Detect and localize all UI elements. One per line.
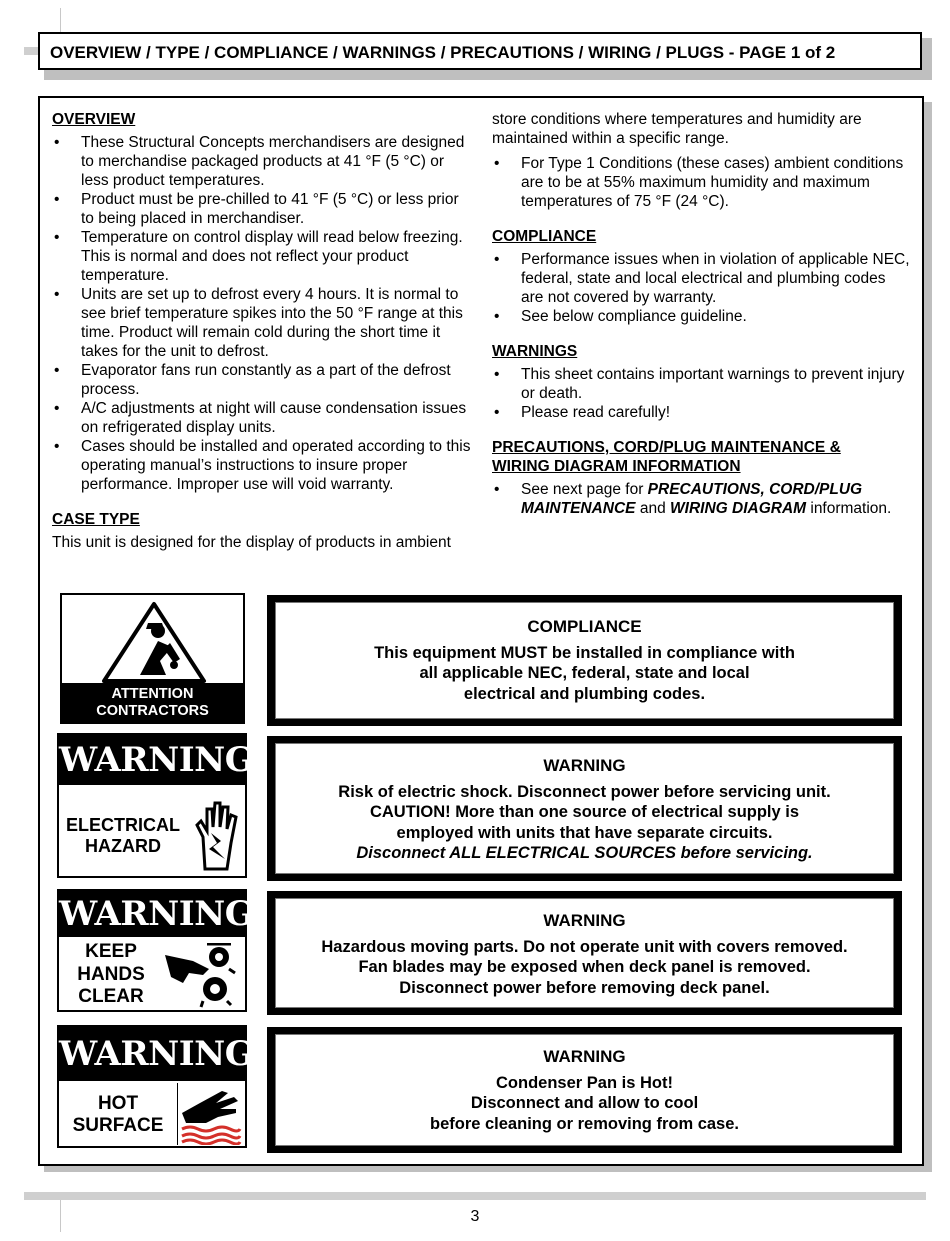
electric-message-box bbox=[267, 736, 902, 881]
hot-line1: HOT bbox=[97, 1093, 139, 1114]
moving-parts-message bbox=[275, 898, 894, 1008]
moving-parts-message-line: Fan blades may be exposed when deck panel is removed. bbox=[358, 958, 811, 976]
case-type-text: This unit is designed for the display of products in ambient bbox=[52, 534, 451, 551]
hands-line3: CLEAR bbox=[78, 986, 144, 1007]
compliance-item: • See below compliance guideline. bbox=[492, 307, 912, 326]
compliance-message-line: electrical and plumbing codes. bbox=[463, 684, 706, 703]
hot-surface-message-line: before cleaning or removing from case. bbox=[429, 1114, 739, 1133]
electric-message-line: CAUTION! More than one source of electrical supply is bbox=[369, 803, 800, 821]
hot-surface-message-box bbox=[267, 1027, 902, 1153]
moving-parts-message-title: WARNING bbox=[543, 911, 626, 930]
attention-line2: CONTRACTORS bbox=[96, 703, 209, 719]
electric-message-line: Risk of electric shock. Disconnect power before servicing unit. bbox=[338, 782, 831, 801]
hands-warning-head: WARNING bbox=[59, 891, 245, 937]
moving-parts-message-line: Disconnect power before removing deck panel. bbox=[399, 978, 770, 997]
hot-line2: SURFACE bbox=[72, 1115, 164, 1136]
overview-item: • A/C adjustments at night will cause condensation issues on refrigerated display units. bbox=[52, 399, 472, 437]
compliance-message-line: all applicable NEC, federal, state and local bbox=[419, 664, 750, 682]
precautions-item-bold2: WIRING DIAGRAM bbox=[670, 500, 807, 517]
hands-line1: KEEP bbox=[85, 941, 137, 962]
precautions-item-pre: See next page for bbox=[521, 481, 648, 498]
compliance-message-box bbox=[267, 595, 902, 726]
electric-message-title: WARNING bbox=[543, 756, 626, 775]
overview-item: • Temperature on control display will read below freezing. This is normal and does not reflect your product temperature. bbox=[52, 228, 472, 285]
attention-contractors-sign bbox=[60, 593, 245, 724]
hot-warning-head: WARNING bbox=[59, 1027, 245, 1081]
hot-surface-message bbox=[275, 1034, 894, 1146]
hot-surface-message-line: Condenser Pan is Hot! bbox=[496, 1073, 673, 1092]
overview-item: • Product must be pre-chilled to 41 °F (5 °C) or less prior to being placed in merchandiser. bbox=[52, 190, 472, 228]
compliance-message bbox=[275, 602, 894, 719]
electric-message-line: employed with units that have separate circuits. bbox=[396, 823, 773, 842]
hand-gears-icon bbox=[163, 943, 241, 1009]
hands-line2: HANDS bbox=[77, 963, 145, 985]
precautions-item-mid: and bbox=[635, 500, 671, 517]
overview-item: • Units are set up to defrost every 4 hours. It is normal to see brief temperature spikes into the 50 °F range at this time. Product will remain cold during the short time it takes for the unit to defrost. bbox=[52, 285, 472, 361]
case-type-item: • For Type 1 Conditions (these cases) ambient conditions are to be at 55% maximum humidity and maximum temperatures of 75 °F (24 °C). bbox=[492, 154, 912, 211]
page-title: OVERVIEW / TYPE / COMPLIANCE / WARNINGS / PRECAUTIONS / WIRING / PLUGS - PAGE 1 of 2 bbox=[38, 32, 922, 70]
warnings-item: • Please read carefully! bbox=[492, 403, 912, 422]
overview-item: • These Structural Concepts merchandisers are designed to merchandise packaged products at 41 °F (5 °C) or less product temperatures. bbox=[52, 133, 472, 190]
precautions-item bbox=[492, 480, 912, 518]
page-number: 3 bbox=[470, 1208, 480, 1225]
electrical-line2: HAZARD bbox=[85, 836, 161, 856]
attention-line1: ATTENTION bbox=[111, 686, 194, 702]
warnings-title: WARNINGS bbox=[492, 343, 578, 360]
precautions-item-bold1: PRECAUTIONS, CORD/PLUG MAINTENANCE bbox=[521, 481, 863, 517]
bottom-rule bbox=[24, 1192, 926, 1200]
case-type-title: CASE TYPE bbox=[52, 511, 140, 528]
electric-hand-icon bbox=[191, 797, 241, 871]
compliance-item: • Performance issues when in violation of applicable NEC, federal, state and local electrical and plumbing codes are not covered by warranty. bbox=[492, 250, 912, 307]
overview-title: OVERVIEW bbox=[52, 111, 136, 128]
warnings-item: • This sheet contains important warnings to prevent injury or death. bbox=[492, 365, 912, 403]
precautions-title-2: WIRING DIAGRAM INFORMATION bbox=[492, 458, 741, 475]
hot-surface-message-title: WARNING bbox=[543, 1047, 626, 1066]
compliance-message-title: COMPLIANCE bbox=[527, 617, 642, 636]
overview-item: • Cases should be installed and operated according to this operating manual’s instructions to insure proper performance. Improper use will void warranty. bbox=[52, 437, 472, 494]
compliance-message-line: This equipment MUST be installed in compliance with bbox=[374, 643, 795, 662]
right-column bbox=[492, 110, 912, 518]
compliance-title: COMPLIANCE bbox=[492, 228, 597, 245]
moving-parts-message-line: Hazardous moving parts. Do not operate unit with covers removed. bbox=[321, 937, 848, 956]
keep-hands-clear-sign bbox=[57, 889, 254, 1012]
warnings-list bbox=[492, 365, 912, 422]
electrical-line1: ELECTRICAL bbox=[66, 815, 180, 835]
attention-banner bbox=[62, 683, 243, 722]
left-column bbox=[52, 110, 472, 552]
hands-label bbox=[63, 941, 159, 1009]
electrical-hazard-sign bbox=[57, 733, 254, 878]
case-type-list bbox=[492, 154, 912, 211]
compliance-list bbox=[492, 250, 912, 326]
hand-heat-icon bbox=[177, 1083, 244, 1145]
overview-item: • Evaporator fans run constantly as a part of the defrost process. bbox=[52, 361, 472, 399]
precautions-list bbox=[492, 480, 912, 518]
precautions-title-1: PRECAUTIONS, CORD/PLUG MAINTENANCE & bbox=[492, 439, 841, 456]
hot-surface-sign bbox=[57, 1025, 254, 1148]
worker-hazard-icon bbox=[100, 601, 208, 685]
hot-label bbox=[63, 1093, 173, 1137]
electric-message-italic: Disconnect ALL ELECTRICAL SOURCES before servicing. bbox=[356, 844, 813, 862]
case-type-text-cont: store conditions where temperatures and humidity are maintained within a specific range. bbox=[492, 111, 862, 147]
precautions-item-post: information. bbox=[806, 500, 892, 517]
electric-message bbox=[275, 743, 894, 874]
hot-surface-message-line: Disconnect and allow to cool bbox=[470, 1094, 699, 1112]
moving-parts-message-box bbox=[267, 891, 902, 1015]
electrical-warning-head: WARNING bbox=[59, 735, 245, 785]
overview-list bbox=[52, 133, 472, 494]
electrical-label bbox=[63, 815, 183, 857]
